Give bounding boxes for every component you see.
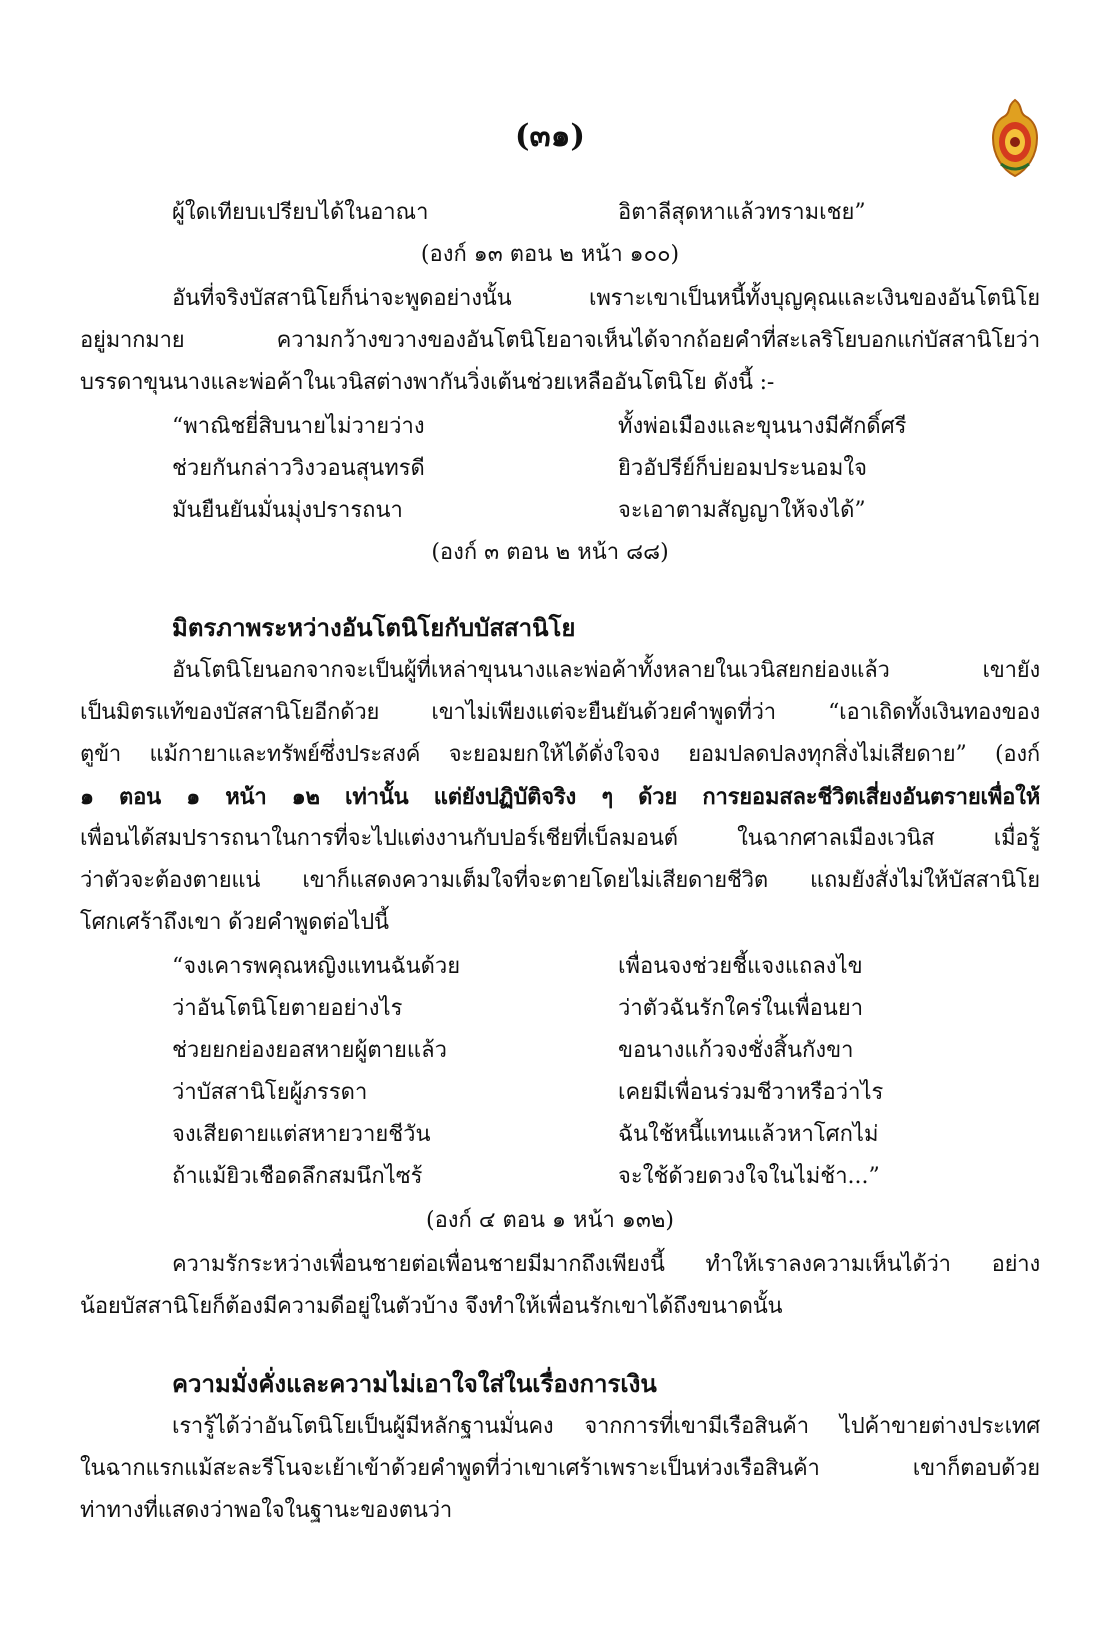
emblem-logo (987, 98, 1043, 178)
paragraph-line: อันโตนิโยนอกจากจะเป็นผู้ที่เหล่าขุนนางและพ่อค้าทั้งหลายในเวนิสยกย่องแล้ว เขายัง (172, 658, 1040, 683)
verse-line: ช่วยกันกล่าววิงวอนสุนทรดี (172, 456, 425, 481)
paragraph-line: เรารู้ได้ว่าอันโตนิโยเป็นผู้มีหลักฐานมั่นคง จากการที่เขามีเรือสินค้า ไปค้าขายต่างประเทศ (172, 1414, 1040, 1439)
verse-line: ยิวอัปรีย์ก็บ่ยอมประนอมใจ (618, 456, 868, 481)
verse-line: ฉันใช้หนี้แทนแล้วหาโศกไม่ (618, 1122, 879, 1147)
verse-line: จงเสียดายแต่สหายวายชีวัน (172, 1122, 431, 1147)
verse-line: ว่าบัสสานิโยผู้ภรรดา (172, 1080, 368, 1105)
verse-line: จะใช้ด้วยดวงใจในไม่ช้า...” (618, 1164, 880, 1189)
verse-line: ว่าอันโตนิโยตายอย่างไร (172, 996, 403, 1021)
verse-line: “จงเคารพคุณหญิงแทนฉันด้วย (172, 954, 461, 979)
paragraph-line: อันที่จริงบัสสานิโยก็น่าจะพูดอย่างนั้น เพราะเขาเป็นหนี้ทั้งบุญคุณและเงินของอันโตนิโย (172, 286, 1040, 311)
verse-line: ขอนางแก้วจงชั่งสิ้นกังขา (618, 1038, 854, 1063)
paragraph-line: ๑ ตอน ๑ หน้า ๑๒ เท่านั้น แต่ยังปฏิบัติจริง ๆ ด้วย การยอมสละชีวิตเสี่ยงอันตรายเพื่อให้ (80, 784, 1040, 810)
section-heading: ความมั่งคั่งและความไม่เอาใจใส่ในเรื่องการเงิน (172, 1369, 657, 1398)
paragraph-line: ตูข้า แม้กายาและทรัพย์ซึ่งประสงค์ จะยอมยกให้ได้ดั่งใจจง ยอมปลดปลงทุกสิ่งไม่เสียดาย” (องก์ (80, 742, 1040, 767)
verse-line: เคยมีเพื่อนร่วมชีวาหรือว่าไร (618, 1080, 884, 1105)
verse-line: ช่วยยกย่องยอสหายผู้ตายแล้ว (172, 1038, 447, 1063)
paragraph-line: เป็นมิตรแท้ของบัสสานิโยอีกด้วย เขาไม่เพียงแต่จะยืนยันด้วยคำพูดที่ว่า “เอาเถิดทั้งเงินทองของ (80, 700, 1040, 725)
verse-reference: (องก์ ๑๓ ตอน ๒ หน้า ๑๐๐) (420, 242, 680, 267)
verse-line: ผู้ใดเทียบเปรียบได้ในอาณา (172, 200, 429, 225)
verse-line: ว่าตัวฉันรักใคร่ในเพื่อนยา (618, 996, 864, 1021)
verse-line: ทั้งพ่อเมืองและขุนนางมีศักดิ์ศรี (618, 414, 907, 439)
verse-reference: (องก์ ๓ ตอน ๒ หน้า ๘๘) (431, 540, 669, 565)
verse-line: ถ้าแม้ยิวเชือดลึกสมนึกไซร้ (172, 1164, 423, 1189)
verse-reference: (องก์ ๔ ตอน ๑ หน้า ๑๓๒) (426, 1208, 674, 1233)
verse-line: “พาณิชยี่สิบนายไม่วายว่าง (172, 414, 425, 439)
paragraph-line: น้อยบัสสานิโยก็ต้องมีความดีอยู่ในตัวบ้าง จึงทำให้เพื่อนรักเขาได้ถึงขนาดนั้น (80, 1294, 783, 1319)
paragraph-line: โศกเศร้าถึงเขา ด้วยคำพูดต่อไปนี้ (80, 910, 389, 935)
paragraph-line: ความรักระหว่างเพื่อนชายต่อเพื่อนชายมีมากถึงเพียงนี้ ทำให้เราลงความเห็นได้ว่า อย่าง (172, 1252, 1040, 1277)
paragraph-line: ว่าตัวจะต้องตายแน่ เขาก็แสดงความเต็มใจที่จะตายโดยไม่เสียดายชีวิต แถมยังสั่งไม่ให้บัสสานิโย (80, 868, 1040, 893)
page-number: (๓๑) (514, 118, 586, 154)
paragraph-line: ในฉากแรกแม้สะละรีโนจะเย้าเข้าด้วยคำพูดที่ว่าเขาเศร้าเพราะเป็นห่วงเรือสินค้า เขาก็ตอบด้วย (80, 1456, 1040, 1481)
verse-line: จะเอาตามสัญญาให้จงได้” (618, 498, 866, 523)
paragraph-line: บรรดาขุนนางและพ่อค้าในเวนิสต่างพากันวิ่งเต้นช่วยเหลืออันโตนิโย ดังนี้ :- (80, 370, 775, 395)
verse-line: เพื่อนจงช่วยชี้แจงแถลงไข (618, 954, 863, 979)
section-heading: มิตรภาพระหว่างอันโตนิโยกับบัสสานิโย (172, 613, 576, 642)
verse-line: อิตาลีสุดหาแล้วทรามเชย” (618, 200, 866, 225)
paragraph-line: ท่าทางที่แสดงว่าพอใจในฐานะของตนว่า (80, 1498, 453, 1523)
verse-line: มันยืนยันมั่นมุ่งปรารถนา (172, 498, 403, 523)
paragraph-line: เพื่อนได้สมปรารถนาในการที่จะไปแต่งงานกับปอร์เชียที่เบ็ลมอนต์ ในฉากศาลเมืองเวนิส เมื่อรู้ (80, 826, 1040, 851)
paragraph-line: อยู่มากมาย ความกว้างขวางของอันโตนิโยอาจเห็นได้จากถ้อยคำที่สะเลริโยบอกแก่บัสสานิโยว่า (80, 328, 1040, 353)
